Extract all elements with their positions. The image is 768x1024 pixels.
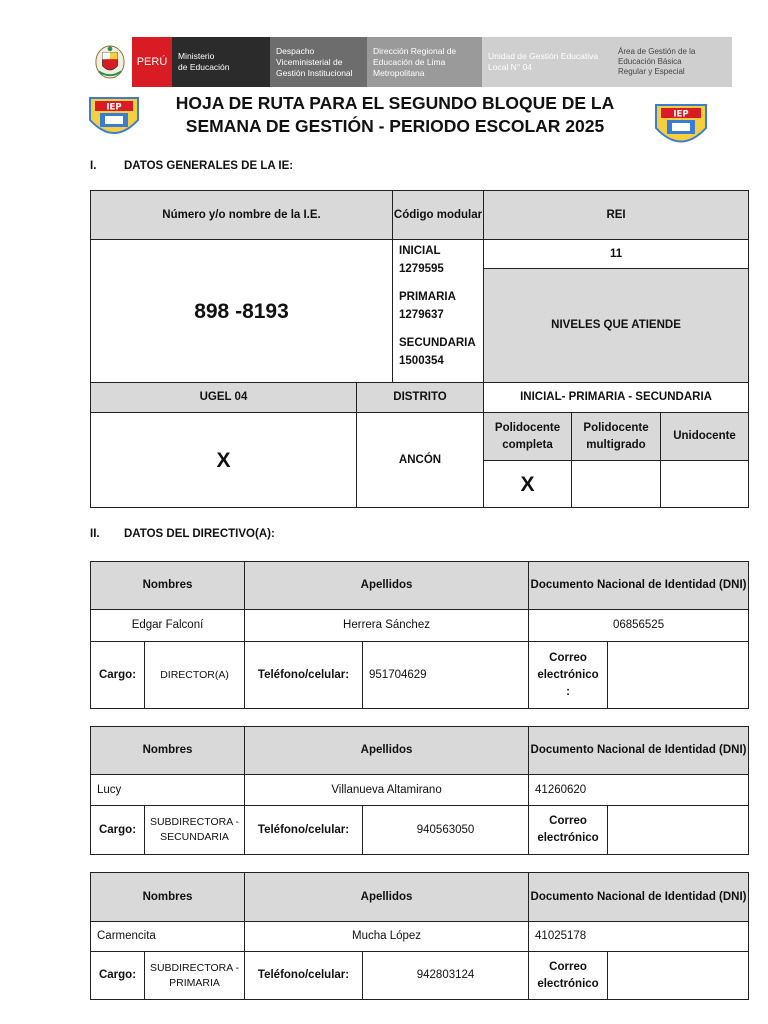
directivo-dni: 41260620: [529, 775, 749, 806]
directivo-nombres: Lucy: [91, 775, 245, 806]
directivo-telefono: 951704629: [363, 642, 529, 709]
directivo-nombres: Carmencita: [91, 922, 245, 952]
directivo-telefono: 942803124: [363, 952, 529, 1000]
header-ugel: Unidad de Gestión Educativa Local N° 04: [482, 37, 612, 87]
directivo-table-1: [90, 561, 749, 709]
header-peru: PERÚ: [132, 37, 172, 87]
header-apellidos: Apellidos: [245, 873, 529, 922]
directivo-nombres: Edgar Falconí: [91, 610, 245, 642]
header-apellidos: Apellidos: [245, 727, 529, 775]
ugel-mark: X: [91, 413, 357, 508]
ie-general-data-table: [90, 190, 749, 508]
directivo-correo: [608, 952, 749, 1000]
label-telefono: Teléfono/celular:: [245, 952, 363, 1000]
iep-logo-left-icon: [86, 94, 142, 144]
header-ministerio: Ministerio de Educación: [172, 37, 270, 87]
header-despacho: Despacho Viceministerial de Gestión Institucional: [270, 37, 367, 87]
section-2-heading: II. DATOS DEL DIRECTIVO(A):: [90, 528, 275, 540]
header-codigo-modular: Código modular: [393, 191, 484, 240]
section-1-heading: I. DATOS GENERALES DE LA IE:: [90, 160, 294, 172]
codigo-secundaria: SECUNDARIA 1500354: [399, 337, 476, 367]
directivo-telefono: 940563050: [363, 806, 529, 855]
directivo-table-2: [90, 726, 749, 855]
directivo-table-3: [90, 872, 749, 1000]
header-nombres: Nombres: [91, 873, 245, 922]
label-telefono: Teléfono/celular:: [245, 806, 363, 855]
rei-value: 11: [484, 240, 749, 269]
directivo-correo: [608, 642, 749, 709]
label-correo: Correo electrónico: [529, 806, 608, 855]
header-polidocente-multigrado: Polidocente multigrado: [572, 413, 661, 461]
header-dre: Dirección Regional de Educación de Lima Metropolitana: [367, 37, 482, 87]
directivo-apellidos: Villanueva Altamirano: [245, 775, 529, 806]
header-area: Área de Gestión de la Educación Básica Regular y Especial: [612, 37, 732, 87]
title-line-1: HOJA DE RUTA PARA EL SEGUNDO BLOQUE DE LA: [175, 93, 615, 113]
header-niveles: NIVELES QUE ATIENDE: [484, 269, 749, 383]
directivo-cargo: SUBDIRECTORA - PRIMARIA: [145, 952, 245, 1000]
header-dni: Documento Nacional de Identidad (DNI): [529, 727, 749, 775]
label-correo: Correo electrónico: [529, 952, 608, 1000]
iep-logo-right-icon: [652, 101, 710, 153]
label-cargo: Cargo:: [91, 642, 145, 709]
header-dni: Documento Nacional de Identidad (DNI): [529, 562, 749, 610]
header-unidocente: Unidocente: [661, 413, 749, 461]
label-cargo: Cargo:: [91, 806, 145, 855]
directivo-dni: 41025178: [529, 922, 749, 952]
header-nombres: Nombres: [91, 562, 245, 610]
directivo-cargo: DIRECTOR(A): [145, 642, 245, 709]
directivo-dni: 06856525: [529, 610, 749, 642]
unidocente-mark: [661, 461, 749, 508]
directivo-apellidos: Herrera Sánchez: [245, 610, 529, 642]
header-distrito: DISTRITO: [357, 383, 484, 413]
title-line-2: SEMANA DE GESTIÓN - PERIODO ESCOLAR 2025: [185, 116, 605, 136]
svg-text:IEP: IEP: [106, 102, 122, 113]
document-title: [150, 92, 640, 138]
directivo-correo: [608, 806, 749, 855]
polidocente-multigrado-mark: [572, 461, 661, 508]
niveles-value: INICIAL- PRIMARIA - SECUNDARIA: [484, 383, 749, 413]
header-ugel: UGEL 04: [91, 383, 357, 413]
codigo-primaria: PRIMARIA 1279637: [399, 291, 456, 321]
ie-number: 898 -8193: [91, 240, 393, 383]
header-nombre-ie: Número y/o nombre de la I.E.: [91, 191, 393, 240]
directivo-cargo: SUBDIRECTORA - SECUNDARIA: [145, 806, 245, 855]
label-telefono: Teléfono/celular:: [245, 642, 363, 709]
distrito-value: ANCÓN: [357, 413, 484, 508]
header-nombres: Nombres: [91, 727, 245, 775]
codigos-modulares: [393, 240, 484, 383]
label-cargo: Cargo:: [91, 952, 145, 1000]
institution-header-band: [88, 37, 732, 87]
svg-text:IEP: IEP: [673, 109, 689, 120]
header-rei: REI: [484, 191, 749, 240]
header-polidocente-completa: Polidocente completa: [484, 413, 572, 461]
peru-coat-of-arms-icon: [88, 37, 132, 87]
codigo-inicial: INICIAL 1279595: [399, 245, 444, 275]
header-dni: Documento Nacional de Identidad (DNI): [529, 873, 749, 922]
directivo-apellidos: Mucha López: [245, 922, 529, 952]
header-apellidos: Apellidos: [245, 562, 529, 610]
polidocente-completa-mark: X: [484, 461, 572, 508]
label-correo: Correo electrónico :: [529, 642, 608, 709]
